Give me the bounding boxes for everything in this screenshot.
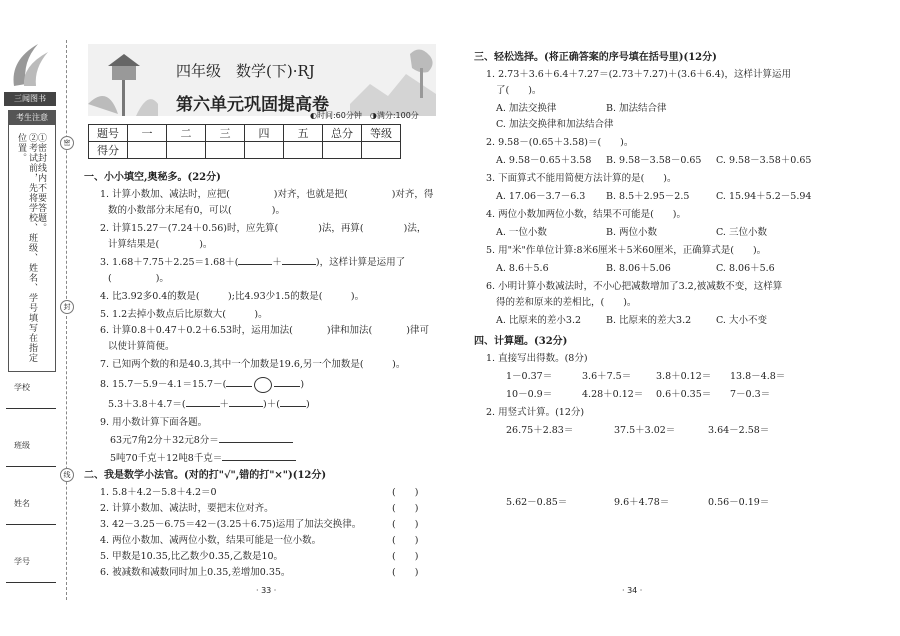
question-1-6 bbox=[100, 322, 429, 336]
judge-item-6: 6. 被减数和减数同时加上0.35,差增加0.35。 bbox=[100, 567, 291, 578]
score-cell[interactable] bbox=[206, 142, 245, 159]
question-1-9-a bbox=[110, 432, 293, 446]
question-1-7: 7. 已知两个数的和是40.3,其中一个加数是19.6,另一个加数是( )。 bbox=[100, 359, 406, 370]
judge-paren[interactable]: ( ) bbox=[392, 535, 419, 546]
calc-item: 3.8＋0.12＝ bbox=[656, 371, 712, 382]
notice-title: 考生注意 bbox=[9, 111, 55, 125]
q-text: )。 bbox=[155, 273, 169, 284]
choice-5-option-a[interactable]: A. 8.6＋5.6 bbox=[496, 263, 549, 274]
choice-6: 6. 小明计算小数减法时，不小心把减数增加了3.2,被减数不变，这样算 bbox=[486, 281, 783, 292]
q-text: 数的小数部分末尾有0，可以( bbox=[108, 205, 232, 216]
score-table bbox=[88, 124, 401, 159]
brand-logo bbox=[8, 40, 52, 92]
judge-item-2: 2. 计算小数加、减法时，要把末位对齐。 bbox=[100, 503, 274, 514]
choice-1: 1. 2.73＋3.6＋6.4＋7.27＝(2.73＋7.27)＋(3.6＋6.4)，这样计算运用 bbox=[486, 69, 791, 80]
seal-mark-2: 封 bbox=[60, 300, 74, 314]
question-1-4: 4. 比3.92多0.4的数是( );比4.93少1.5的数是( )。 bbox=[100, 291, 365, 302]
score-header-cell: 二 bbox=[167, 125, 206, 142]
student-id-label: 学号 bbox=[14, 557, 30, 566]
q-text: ) bbox=[300, 379, 305, 390]
choice-2-option-c[interactable]: C. 9.58－3.58＋0.65 bbox=[716, 155, 812, 166]
student-id-line bbox=[6, 582, 56, 583]
notice-box bbox=[8, 110, 56, 372]
question-1-1 bbox=[100, 186, 433, 200]
q-text: ( bbox=[108, 273, 112, 284]
operator-circle[interactable] bbox=[254, 377, 272, 393]
question-1-9: 9. 用小数计算下面各题。 bbox=[100, 417, 208, 428]
judge-paren[interactable]: ( ) bbox=[392, 551, 419, 562]
score-cell[interactable] bbox=[323, 142, 362, 159]
name-label: 姓名 bbox=[14, 499, 30, 508]
question-1-2 bbox=[100, 220, 426, 234]
calc-item: 7－0.3＝ bbox=[730, 389, 771, 400]
question-1-8-b bbox=[108, 396, 310, 410]
calc-item: 13.8－4.8＝ bbox=[730, 371, 786, 382]
page-number-left: · 33 · bbox=[256, 586, 277, 595]
choice-3-option-a[interactable]: A. 17.06－3.7－6.3 bbox=[496, 191, 586, 202]
score-header-cell: 等级 bbox=[362, 125, 401, 142]
q-text: )法，再算( bbox=[318, 223, 364, 234]
q-text: )对齐，得 bbox=[391, 189, 434, 200]
judge-paren[interactable]: ( ) bbox=[392, 487, 419, 498]
choice-4-option-a[interactable]: A. 一位小数 bbox=[496, 227, 547, 238]
choice-3-option-b[interactable]: B. 8.5＋2.95－2.5 bbox=[606, 191, 690, 202]
choice-5: 5. 用"米"作单位计算:8米6厘米＋5米60厘米，正确算式是( )。 bbox=[486, 245, 767, 256]
judge-item-3: 3. 42－3.25－6.75＝42－(3.25＋6.75)运用了加法交换律。 bbox=[100, 519, 362, 530]
choice-1-option-b[interactable]: B. 加法结合律 bbox=[606, 103, 667, 114]
q-text: )。 bbox=[199, 239, 213, 250]
section-3-title: 三、轻松选择。(将正确答案的序号填在括号里)(12分) bbox=[474, 52, 717, 63]
class-label: 班级 bbox=[14, 441, 30, 450]
notice-item-2: ②考试前，先将学校、班级、姓名、学号填写在指定位置。 bbox=[16, 133, 37, 363]
question-1-6-cont: 以使计算简便。 bbox=[108, 341, 175, 352]
score-cell[interactable] bbox=[362, 142, 401, 159]
judge-item-5: 5. 甲数是10.35,比乙数少0.35,乙数是10。 bbox=[100, 551, 284, 562]
section-2-title: 二、我是数学小法官。(对的打"√",错的打"×")(12分) bbox=[84, 470, 327, 481]
answer-line[interactable] bbox=[219, 442, 293, 443]
q-text: 8. 15.7－5.9－4.1＝15.7－( bbox=[100, 379, 227, 390]
q-text: 1. 计算小数加、减法时，应把( bbox=[100, 189, 230, 200]
vertical-calc-item: 5.62－0.85＝ bbox=[506, 497, 568, 508]
score-row-label: 得分 bbox=[89, 142, 128, 159]
page-number-right: · 34 · bbox=[622, 586, 643, 595]
choice-4-option-c[interactable]: C. 三位小数 bbox=[716, 227, 767, 238]
score-header-cell: 三 bbox=[206, 125, 245, 142]
grade-subject: 四年级 数学(下)·RJ bbox=[176, 62, 315, 80]
choice-6-option-b[interactable]: B. 比原来的差大3.2 bbox=[606, 315, 692, 326]
q-text: )＋( bbox=[263, 399, 280, 410]
landscape-illustration bbox=[350, 44, 436, 116]
choice-1-option-a[interactable]: A. 加法交换律 bbox=[496, 103, 557, 114]
brand-name: 三闻图书 bbox=[4, 92, 56, 106]
choice-2-option-b[interactable]: B. 9.58－3.58－0.65 bbox=[606, 155, 702, 166]
judge-paren[interactable]: ( ) bbox=[392, 519, 419, 530]
question-1-5: 5. 1.2去掉小数点后比原数大( )。 bbox=[100, 309, 268, 320]
q-text: )。 bbox=[271, 205, 285, 216]
q-text: 63元7角2分＋32元8分＝ bbox=[110, 435, 219, 446]
seal-line bbox=[66, 40, 67, 600]
section-4-title: 四、计算题。(32分) bbox=[474, 336, 568, 347]
score-header-cell: 总分 bbox=[323, 125, 362, 142]
choice-1-option-c[interactable]: C. 加法交换律和加法结合律 bbox=[496, 119, 614, 130]
vertical-calc-item: 26.75＋2.83＝ bbox=[506, 425, 574, 436]
q-text: 5.3＋3.8＋4.7＝( bbox=[108, 399, 186, 410]
score-table-row bbox=[89, 142, 401, 159]
choice-2: 2. 9.58－(0.65＋3.58)＝( )。 bbox=[486, 137, 634, 148]
choice-5-option-c[interactable]: C. 8.06＋5.6 bbox=[716, 263, 775, 274]
question-1-2-cont bbox=[108, 236, 212, 250]
score-cell[interactable] bbox=[167, 142, 206, 159]
q-text: ) bbox=[305, 399, 310, 410]
q-text: 2. 计算15.27－(7.24＋0.56)时，应先算( bbox=[100, 223, 279, 234]
calc-sub-1: 1. 直接写出得数。(8分) bbox=[486, 353, 588, 364]
section-1-title: 一、小小填空,奥秘多。(22分) bbox=[84, 172, 221, 183]
score-cell[interactable] bbox=[284, 142, 323, 159]
choice-4-option-b[interactable]: B. 两位小数 bbox=[606, 227, 658, 238]
q-text: )律可 bbox=[406, 325, 429, 336]
q-text: ＋ bbox=[219, 399, 230, 410]
choice-6-option-c[interactable]: C. 大小不变 bbox=[716, 315, 767, 326]
page-title: 第六单元巩固提高卷 bbox=[176, 95, 329, 115]
q-text: 3. 1.68＋7.75＋2.25＝1.68＋( bbox=[100, 257, 239, 268]
question-1-3 bbox=[100, 254, 405, 268]
question-1-1-cont bbox=[108, 202, 285, 216]
question-1-9-b bbox=[110, 450, 296, 464]
seal-mark-1: 密 bbox=[60, 136, 74, 150]
vertical-calc-item: 3.64－2.58＝ bbox=[708, 425, 770, 436]
judge-paren[interactable]: ( ) bbox=[392, 567, 419, 578]
choice-6-option-a[interactable]: A. 比原来的差小3.2 bbox=[496, 315, 582, 326]
q-text: 6. 计算0.8＋0.47＋0.2＋6.53时，运用加法( bbox=[100, 325, 293, 336]
score-header-cell: 一 bbox=[128, 125, 167, 142]
score-header-cell: 题号 bbox=[89, 125, 128, 142]
q-text: )，这样计算是运用了 bbox=[315, 257, 406, 268]
judge-paren[interactable]: ( ) bbox=[392, 503, 419, 514]
calc-item: 3.6＋7.5＝ bbox=[582, 371, 632, 382]
calc-item: 10－0.9＝ bbox=[506, 389, 553, 400]
score-header-cell: 五 bbox=[284, 125, 323, 142]
notice-item-1: ①密封线内不要答题。 bbox=[36, 133, 46, 233]
school-label: 学校 bbox=[14, 383, 30, 392]
calc-sub-2: 2. 用竖式计算。(12分) bbox=[486, 407, 585, 418]
q-text: ＋ bbox=[272, 257, 282, 268]
choice-1-cont: 了( )。 bbox=[496, 85, 542, 96]
class-line bbox=[6, 466, 56, 467]
calc-item: 1－0.37＝ bbox=[506, 371, 553, 382]
q-text: )对齐，也就是把( bbox=[273, 189, 348, 200]
seal-mark-3: 线 bbox=[60, 468, 74, 482]
answer-line[interactable] bbox=[222, 460, 296, 461]
birdhouse-illustration bbox=[88, 44, 158, 116]
choice-6-cont: 得的差和原来的差相比，( )。 bbox=[496, 297, 637, 308]
calc-item: 0.6＋0.35＝ bbox=[656, 389, 712, 400]
score-header-cell: 四 bbox=[245, 125, 284, 142]
choice-3: 3. 下面算式不能用简便方法计算的是( )。 bbox=[486, 173, 677, 184]
name-line bbox=[6, 524, 56, 525]
choice-3-option-c[interactable]: C. 15.94＋5.2－5.94 bbox=[716, 191, 812, 202]
question-1-8 bbox=[100, 376, 304, 393]
score-cell[interactable] bbox=[245, 142, 284, 159]
q-text: 计算结果是( bbox=[108, 239, 160, 250]
exam-meta: ◐时间:60分钟 ◑满分:100分 bbox=[310, 111, 419, 120]
score-cell[interactable] bbox=[128, 142, 167, 159]
question-1-3-cont bbox=[108, 270, 169, 284]
vertical-calc-item: 0.56－0.19＝ bbox=[708, 497, 770, 508]
q-text: )法， bbox=[403, 223, 427, 234]
choice-2-option-a[interactable]: A. 9.58－0.65＋3.58 bbox=[496, 155, 592, 166]
choice-5-option-b[interactable]: B. 8.06＋5.06 bbox=[606, 263, 671, 274]
q-text: 5吨70千克＋12吨8千克＝ bbox=[110, 453, 223, 464]
judge-item-4: 4. 两位小数加、减两位小数，结果可能是一位小数。 bbox=[100, 535, 322, 546]
q-text: )律和加法( bbox=[326, 325, 373, 336]
calc-item: 4.28＋0.12＝ bbox=[582, 389, 644, 400]
judge-item-1: 1. 5.8＋4.2－5.8＋4.2＝0 bbox=[100, 487, 217, 498]
vertical-calc-item: 37.5＋3.02＝ bbox=[614, 425, 676, 436]
school-line bbox=[6, 408, 56, 409]
vertical-calc-item: 9.6＋4.78＝ bbox=[614, 497, 670, 508]
choice-4: 4. 两位小数加两位小数，结果不可能是( )。 bbox=[486, 209, 686, 220]
score-table-header-row bbox=[89, 125, 401, 142]
